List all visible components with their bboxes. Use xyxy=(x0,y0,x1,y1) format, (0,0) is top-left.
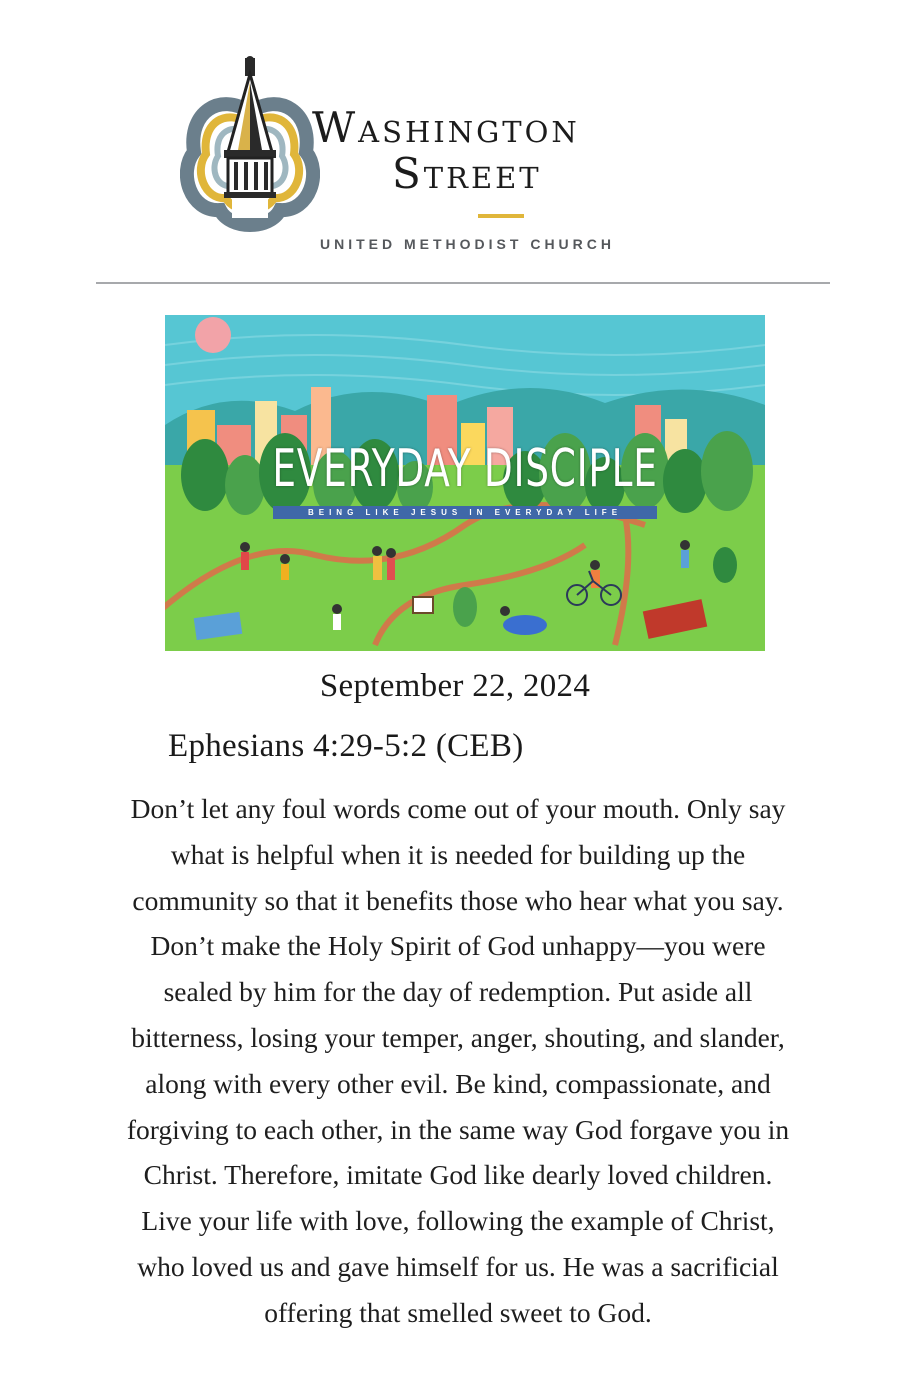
series-title: EVERYDAY DISCIPLE xyxy=(272,439,658,499)
scripture-line: Christ. Therefore, imitate God like dearly loved children. xyxy=(143,1159,773,1191)
scripture-line: forgiving to each other, in the same way God forgave you in xyxy=(126,1113,790,1145)
scripture-line: community so that it benefits those who hear what you say. xyxy=(132,884,784,916)
scripture-line: Don’t let any foul words come out of your mouth. Only say xyxy=(130,793,786,824)
scripture-line: who loved us and gave himself for us. He was a sacrificial xyxy=(137,1250,779,1282)
church-name-line2: Street xyxy=(392,149,542,198)
gold-accent-bar xyxy=(478,214,524,218)
scripture-line: Live your life with love, following the example of Christ, xyxy=(141,1205,775,1237)
sun-icon xyxy=(195,317,231,353)
scripture-line: bitterness, losing your temper, anger, shouting, and slander, xyxy=(131,1021,785,1053)
church-subtitle: UNITED METHODIST CHURCH xyxy=(320,236,615,252)
scripture-reference: Ephesians 4:29-5:2 (CEB) xyxy=(168,728,524,764)
sermon-series-banner xyxy=(165,315,765,651)
scripture-line: offering that smelled sweet to God. xyxy=(264,1296,652,1328)
scripture-passage xyxy=(60,786,856,1336)
church-name-line1: Washington xyxy=(312,103,580,152)
steeple-quatrefoil-icon xyxy=(180,52,320,242)
scripture-line: Don’t make the Holy Spirit of God unhappy—you were xyxy=(150,930,766,962)
series-tagline: BEING LIKE JESUS IN EVERYDAY LIFE xyxy=(273,506,657,519)
scripture-line: sealed by him for the day of redemption. Put aside all xyxy=(163,976,753,1008)
scripture-line: along with every other evil. Be kind, compassionate, and xyxy=(145,1067,771,1099)
church-name xyxy=(312,103,580,198)
church-logo xyxy=(180,52,700,272)
service-date: September 22, 2024 xyxy=(319,668,591,704)
header-divider xyxy=(96,282,830,284)
scripture-line: what is helpful when it is needed for building up the xyxy=(170,838,746,870)
